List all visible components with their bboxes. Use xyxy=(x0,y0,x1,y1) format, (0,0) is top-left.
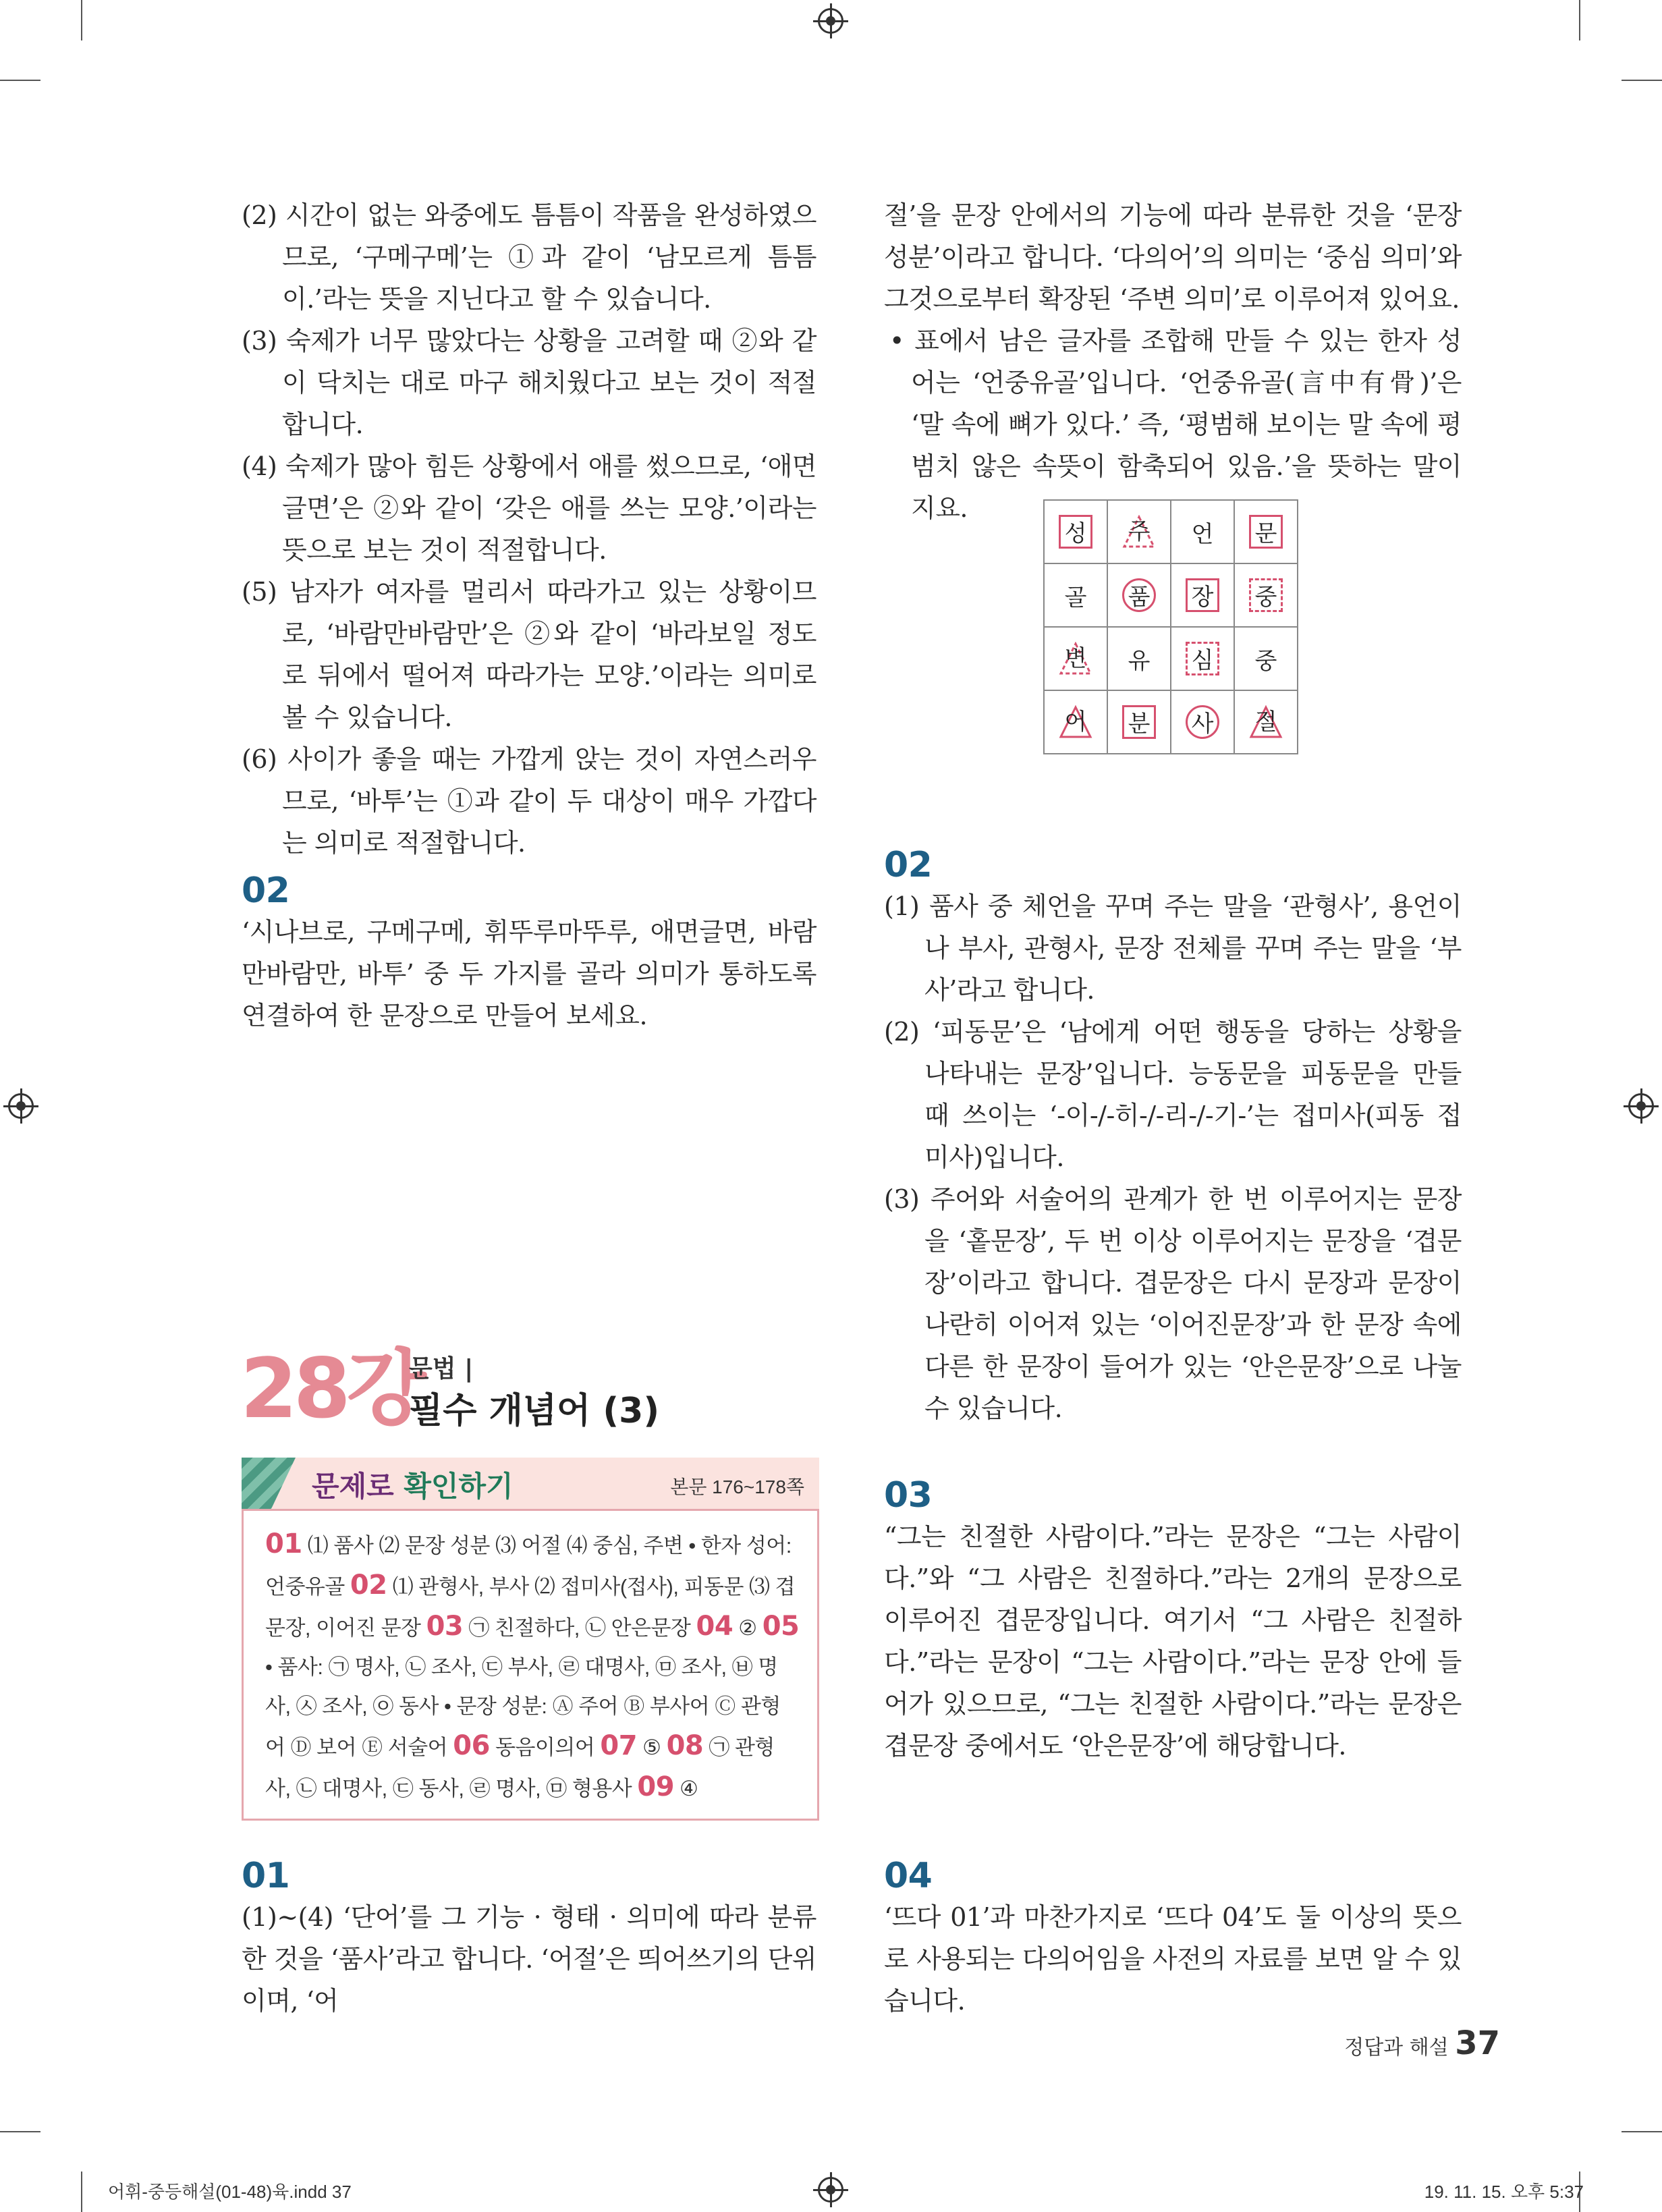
answer-04-block xyxy=(884,1856,1462,2022)
grid-cell: 사 xyxy=(1171,690,1234,754)
answer-key: 01 ⑴ 품사 ⑵ 문장 성분 ⑶ 어절 ⑷ 중심, 주변 • 한자 성어: 언중유골 02 ⑴ 관형사, 부사 ⑵ 접미사(접사), 피동문 ⑶ 겹문장, 이어진 문장 03 ㉠ 친절하다, ㉡ 안은문장 04 ② 05 • 품사: ㉠ 명사, ㉡ 조사, ㉢ 부사, ㉣ 대명사, ㉤ 조사, ㉥ 명사, ㉦ 조사, ㉧ 동사 • 문장 성분: Ⓐ 주어 Ⓑ 부사어 Ⓒ 관형어 Ⓓ 보어 Ⓔ 서술어 06 동음이의어 07 ⑤ 08 ㉠ 관형사, ㉡ 대명사, ㉢ 동사, ㉣ 명사, ㉤ 형용사 09 ④ xyxy=(265,1528,800,1802)
lesson-category: 문법 | xyxy=(409,1355,474,1383)
page-number: 37 xyxy=(1455,2024,1500,2062)
registration-mark-icon xyxy=(8,1093,34,1119)
explanation-item-6: (6) 사이가 좋을 때는 가깝게 앉는 것이 자연스러우므로, ‘바투’는 ①과 같이 두 대상이 매우 가깝다는 의미로 적절합니다. xyxy=(242,744,816,858)
stripe-decoration xyxy=(242,1458,296,1509)
explanation-item-2: (2) 시간이 없는 와중에도 틈틈이 작품을 완성하였으므로, ‘구메구메’는 ①과 같이 ‘남모르게 틈틈이.’라는 뜻을 지닌다고 할 수 있습니다. xyxy=(242,200,816,314)
lesson-title: 필수 개념어 (3) xyxy=(409,1391,660,1431)
page-footer-label xyxy=(1344,2024,1500,2062)
question-text: (1)~(4) ‘단어’를 그 기능 · 형태 · 의미에 따라 분류한 것을 ‘품사’라고 합니다. ‘어절’은 띄어쓰기의 단위이며, ‘어 xyxy=(242,1902,816,2016)
explanation-item-2: (2) ‘피동문’은 ‘남에게 어떤 행동을 당하는 상황을 나타내는 문장’입니다. 능동문을 피동문을 만들 때 쓰이는 ‘-이-/-히-/-리-/-기-’는 접미사(피동 접미사)입니다. xyxy=(884,1017,1462,1172)
page-reference: 본문 176~178쪽 xyxy=(670,1476,804,1497)
grid-cell: 성 xyxy=(1044,500,1107,563)
question-number: 04 xyxy=(884,1856,933,1896)
crop-mark xyxy=(1579,0,1580,40)
explanation-item-3: (3) 숙제가 너무 많았다는 상황을 고려할 때 ②와 같이 닥치는 대로 마구 해치웠다고 보는 것이 적절합니다. xyxy=(242,326,816,439)
explanation-item-4: (4) 숙제가 많아 힘든 상황에서 애를 썼으므로, ‘애면글면’은 ②와 같이 ‘갖은 애를 쓰는 모양.’이라는 뜻으로 보는 것이 적절합니다. xyxy=(242,451,816,565)
answer-02-block xyxy=(884,845,1462,1429)
explanation-item-1: (1) 품사 중 체언을 꾸며 주는 말을 ‘관형사’, 용언이나 부사, 관형사, 문장 전체를 꾸며 주는 말을 ‘부사’라고 합니다. xyxy=(884,891,1462,1005)
explanation-item-5: (5) 남자가 여자를 멀리서 따라가고 있는 상황이므로, ‘바람만바람만’은 ②와 같이 ‘바라보일 정도로 뒤에서 떨어져 따라가는 모양.’이라는 의미로 볼 수 있습니다. xyxy=(242,577,816,732)
answer-03-block xyxy=(884,1475,1462,1767)
grid-cell: 문 xyxy=(1234,500,1298,563)
grid-cell: 장 xyxy=(1171,563,1234,627)
crop-mark xyxy=(81,0,82,40)
crop-mark xyxy=(81,2172,82,2212)
grid-cell: 중 xyxy=(1234,563,1298,627)
answer-box xyxy=(242,1509,819,1821)
continued-text: 절’을 문장 안에서의 기능에 따라 분류한 것을 ‘문장 성분’이라고 합니다. ‘다의어’의 의미는 ‘중심 의미’와 그것으로부터 확장된 ‘주변 의미’로 이루어져 있어요. xyxy=(884,200,1462,314)
grid-cell: 품 xyxy=(1107,563,1171,627)
grid-cell: 어 xyxy=(1044,690,1107,754)
left-column-top xyxy=(242,194,816,864)
section-label: 정답과 해설 xyxy=(1344,2036,1449,2059)
question-text: ‘시나브로, 구메구메, 휘뚜루마뚜루, 애면글면, 바람만바람만, 바투’ 중 두 가지를 골라 의미가 통하도록 연결하여 한 문장으로 만들어 보세요. xyxy=(242,917,816,1030)
crop-mark xyxy=(1622,80,1662,81)
bullet-item: • 표에서 남은 글자를 조합해 만들 수 있는 한자 성어는 ‘언중유골’입니다. ‘언중유골(言中有骨)’은 ‘말 속에 뼈가 있다.’ 즉, ‘평범해 보이는 말 속에 평범치 않은 속뜻이 함축되어 있음.’을 뜻하는 말이지요. xyxy=(889,326,1462,523)
character-grid xyxy=(1043,499,1298,754)
question-number: 01 xyxy=(242,1856,290,1896)
print-file-info: 어휘-중등해설(01-48)육.indd 37 xyxy=(108,2182,352,2202)
explanation-item-3: (3) 주어와 서술어의 관계가 한 번 이루어지는 문장을 ‘홑문장’, 두 번 이상 이루어지는 문장을 ‘겹문장’이라고 합니다. 겹문장은 다시 문장과 문장이 나란히 이어져 있는 ‘이어진문장’과 한 문장 속에 다른 한 문장이 들어가 있는 ‘안은문장’으로 나눌 수 있습니다. xyxy=(884,1184,1462,1423)
question-number: 02 xyxy=(242,870,290,911)
grid-cell: 유 xyxy=(1107,627,1171,690)
crop-mark xyxy=(0,80,40,81)
answer-text: “그는 친절한 사람이다.”라는 문장은 “그는 사람이다.”와 “그 사람은 친절하다.”라는 2개의 문장으로 이루어진 겹문장입니다. 여기서 “그 사람은 친절하다.”라는 문장이 “그는 사람이다.”라는 문장 안에 들어가 있으므로, “그는 친절한 사람이다.”라는 문장은 겹문장 중에서도 ‘안은문장’에 해당합니다. xyxy=(884,1522,1462,1761)
question-02-block xyxy=(242,870,816,1036)
print-timestamp: 19. 11. 15. 오후 5:37 xyxy=(1424,2182,1584,2202)
question-number: 02 xyxy=(884,845,933,885)
grid-cell: 중 xyxy=(1234,627,1298,690)
grid-cell: 심 xyxy=(1171,627,1234,690)
grid-cell: 언 xyxy=(1171,500,1234,563)
grid-cell: 분 xyxy=(1107,690,1171,754)
answer-box-title: 문제로 확인하기 xyxy=(312,1470,514,1503)
grid-cell: 절 xyxy=(1234,690,1298,754)
lesson-number: 28강 xyxy=(240,1341,422,1437)
crop-mark xyxy=(0,2131,40,2132)
answer-box-header xyxy=(242,1458,819,1509)
grid-cell: 주 xyxy=(1107,500,1171,563)
question-number: 03 xyxy=(884,1475,933,1516)
grid-cell: 골 xyxy=(1044,563,1107,627)
registration-mark-icon xyxy=(1628,1093,1654,1119)
registration-mark-icon xyxy=(818,2177,843,2203)
crop-mark xyxy=(1622,2131,1662,2132)
right-column-top xyxy=(884,194,1462,529)
registration-mark-icon xyxy=(818,8,843,34)
question-01-block xyxy=(242,1856,816,2022)
answer-text: ‘뜨다 01’과 마찬가지로 ‘뜨다 04’도 둘 이상의 뜻으로 사용되는 다의어임을 사전의 자료를 보면 알 수 있습니다. xyxy=(884,1902,1462,2016)
grid-cell: 변 xyxy=(1044,627,1107,690)
